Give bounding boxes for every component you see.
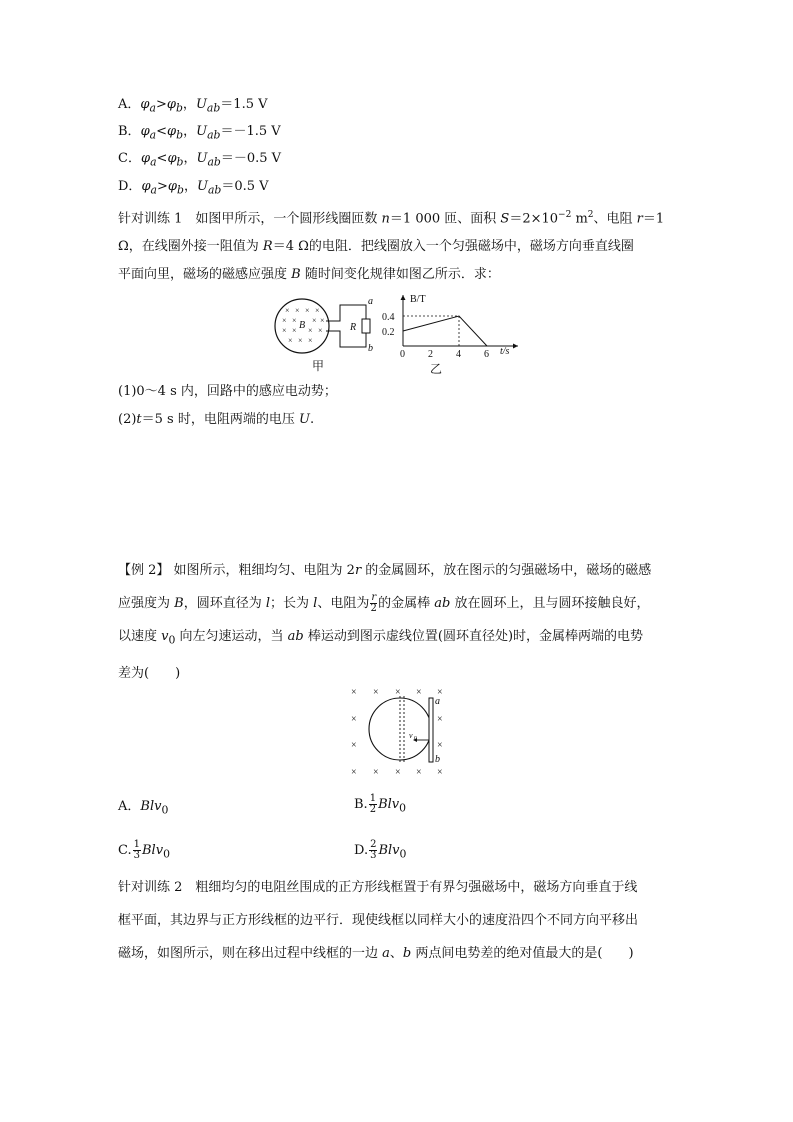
y-axis-arrow	[401, 295, 406, 300]
var-U: U	[299, 412, 310, 427]
phi-symbol: φ	[167, 179, 178, 194]
velocity-sub: 0	[414, 736, 417, 742]
text: ；长为	[270, 596, 314, 611]
exponent: 2	[587, 210, 594, 220]
terminal-b-label: b	[368, 343, 373, 354]
var-t: t	[136, 412, 142, 427]
option-value: ＝1.5 V	[220, 97, 268, 112]
sub-0: 0	[399, 847, 407, 861]
option-expr: Blv	[142, 843, 164, 858]
option-label: A．	[118, 799, 141, 814]
cross-mark: ×	[437, 740, 443, 751]
figure-yi-chart	[380, 290, 525, 378]
relation: >	[157, 179, 168, 194]
figure-caption: 乙	[430, 362, 443, 376]
sub-a: a	[150, 183, 158, 197]
cross-mark: ×	[282, 316, 287, 325]
sub-0: 0	[163, 847, 170, 861]
option-b	[118, 123, 281, 145]
text: 的金属棒	[378, 596, 435, 611]
option-b	[354, 794, 406, 818]
text: 框平面，其边界与正方形线框的边平行．现使线框以同样大小的速度沿四个不同方向平移出	[118, 913, 639, 928]
cross-mark: ×	[318, 326, 323, 335]
option-d	[354, 840, 406, 864]
u-sub: ab	[207, 183, 222, 197]
figure-jia	[270, 293, 385, 375]
cross-mark: ×	[395, 767, 401, 778]
fraction	[369, 840, 377, 861]
x-tick-labels	[400, 349, 489, 360]
cross-mark: ×	[308, 326, 313, 335]
u-sub: ab	[207, 155, 221, 169]
sub-b: b	[176, 128, 184, 142]
sub-question-1	[118, 383, 337, 401]
text: 应强度为	[118, 596, 175, 611]
text: 的金属圆环，放在图示的匀强磁场中，磁场的磁感	[361, 563, 652, 578]
option-a	[118, 96, 268, 118]
separator: ，	[183, 124, 197, 139]
sub-a: a	[149, 101, 156, 115]
var-ab: ab	[287, 629, 304, 644]
phi-symbol: φ	[167, 151, 177, 166]
option-d	[118, 178, 269, 200]
cross-mark: ×	[416, 687, 422, 698]
sub-question-2	[118, 411, 314, 429]
text: 磁场，如图所示，则在移出过程中线框的一边	[118, 946, 383, 961]
cross-mark: ×	[305, 306, 310, 315]
separator: ，	[183, 151, 197, 166]
sub-0: 0	[168, 633, 176, 647]
metal-rod	[429, 698, 433, 762]
option-label: B．	[118, 124, 141, 139]
x-axis-arrow	[513, 344, 518, 349]
cross-mark: ×	[351, 714, 357, 725]
cross-mark: ×	[308, 336, 313, 345]
separator: ，	[182, 97, 196, 112]
y-tick-label: 0.2	[382, 327, 395, 338]
sub-b: b	[175, 101, 183, 115]
option-c	[118, 840, 170, 864]
y-tick-label: 0.4	[382, 312, 395, 323]
option-a	[118, 798, 168, 820]
sub-a: a	[150, 155, 157, 169]
text: ＝1	[642, 211, 665, 227]
field-label: B	[299, 320, 306, 331]
var-b: b	[402, 946, 412, 961]
var-B: B	[174, 596, 184, 611]
y-axis-label: B/T	[410, 294, 426, 305]
terminal-a-label: a	[368, 296, 373, 307]
cross-mark: ×	[298, 336, 303, 345]
text: 差为( )	[118, 665, 181, 681]
text: 棒运动到图示虚线位置(圆环直径处)时，金属棒两端的电势	[303, 629, 644, 644]
text: 两点间电势差的绝对值最大的是( )	[411, 946, 634, 961]
u-symbol: U	[196, 124, 208, 139]
option-label: C.	[118, 843, 132, 858]
text: (1)0～4 s 内，回路中的感应电动势；	[118, 384, 337, 399]
y-tick-labels	[382, 312, 395, 338]
fraction	[369, 794, 377, 815]
var-l: l	[265, 596, 271, 611]
option-label: C．	[118, 151, 141, 166]
text: 、	[389, 946, 403, 961]
text: 放在圆环上，且与圆环接触良好，	[450, 596, 650, 611]
cross-mark: ×	[288, 336, 293, 345]
cross-mark: ×	[437, 714, 443, 725]
fraction	[370, 593, 377, 614]
fraction-numerator: 1	[369, 793, 377, 804]
phi-symbol: φ	[167, 124, 177, 139]
u-sub: ab	[207, 128, 221, 142]
example2-text	[118, 554, 678, 690]
var-ab: ab	[434, 596, 451, 611]
x-tick-label: 0	[400, 349, 405, 360]
cross-mark: ×	[292, 326, 297, 335]
text: .	[309, 412, 315, 427]
text: ＝5 s 时，电阻两端的电压	[141, 412, 299, 427]
var-v: v	[161, 629, 169, 644]
text: m	[571, 211, 588, 227]
u-sub: ab	[206, 101, 221, 115]
cross-mark: ×	[285, 306, 290, 315]
option-label: A．	[118, 97, 141, 112]
cross-mark: ×	[373, 687, 379, 698]
text: 、电阻	[593, 211, 637, 227]
phi-symbol: φ	[141, 179, 151, 194]
option-value: ＝－0.5 V	[220, 151, 282, 166]
resistor-label: R	[350, 322, 357, 333]
relation: >	[155, 97, 167, 112]
text: ，圆环直径为	[183, 596, 266, 611]
figure-ring	[345, 682, 455, 782]
text: 针对训练 2 粗细均匀的电阻丝围成的正方形线框置于有界匀强磁场中，磁场方向垂直于线	[118, 880, 638, 895]
var-s: S	[500, 211, 510, 227]
fraction-denominator: 2	[370, 603, 377, 614]
cross-mark: ×	[292, 316, 297, 325]
var-R: R	[262, 239, 273, 255]
fraction	[133, 840, 141, 861]
text: ＝2×10	[509, 211, 559, 227]
figure-caption: 甲	[312, 359, 325, 373]
u-symbol: U	[196, 179, 208, 194]
cross-mark: ×	[295, 306, 300, 315]
cross-mark: ×	[416, 767, 422, 778]
cross-mark: ×	[437, 687, 443, 698]
option-expr: Blv	[140, 799, 162, 814]
training2-text	[118, 871, 678, 970]
text: (2)	[118, 412, 137, 427]
var-l: l	[313, 596, 318, 611]
option-label: D．	[118, 179, 142, 194]
resistor	[362, 319, 370, 333]
option-value: ＝－1.5 V	[220, 124, 281, 139]
relation: <	[156, 151, 168, 166]
cross-mark: ×	[315, 306, 320, 315]
var-n: n	[381, 211, 390, 227]
text: 、电阻为	[317, 596, 370, 611]
rod-end-a-label: a	[435, 696, 440, 707]
exponent: −2	[558, 210, 572, 220]
text: 【例 2】 如图所示，粗细均匀、电阻为	[118, 563, 347, 578]
text: ＝4 Ω的电阻．把线圈放入一个匀强磁场中，磁场方向垂直线圈	[272, 239, 634, 255]
training1-text	[118, 201, 678, 289]
fraction-denominator: 3	[133, 850, 140, 861]
x-axis-label: t/s	[500, 346, 510, 357]
cross-mark: ×	[282, 326, 287, 335]
cross-mark: ×	[320, 316, 325, 325]
option-expr: Blv	[378, 843, 400, 858]
cross-mark: ×	[312, 316, 317, 325]
cross-mark: ×	[351, 740, 357, 751]
relation: <	[156, 124, 168, 139]
sub-0: 0	[399, 801, 407, 815]
var-B: B	[291, 267, 301, 283]
x-tick-label: 6	[484, 349, 489, 360]
text: 2	[346, 563, 355, 578]
option-label: D.	[354, 843, 369, 858]
fraction-numerator: 2	[370, 839, 377, 850]
fraction-numerator: r	[371, 592, 377, 603]
text: 针对训练 1 如图甲所示，一个圆形线圈匝数	[118, 211, 382, 227]
rod-end-b-label: b	[435, 754, 440, 765]
var-r: r	[636, 211, 643, 227]
text: 向左匀速运动，当	[175, 629, 288, 644]
sub-0: 0	[161, 803, 169, 817]
text: Ω，在线圈外接一阻值为	[118, 239, 263, 255]
sub-b: b	[176, 155, 184, 169]
fraction-denominator: 2	[369, 804, 377, 815]
u-symbol: U	[196, 151, 208, 166]
phi-symbol: φ	[166, 97, 176, 112]
cross-mark: ×	[351, 767, 357, 778]
cross-mark: ×	[351, 687, 357, 698]
phi-symbol: φ	[140, 151, 151, 166]
text: 平面向里，磁场的磁感应强度	[118, 267, 292, 283]
option-label: B.	[354, 797, 368, 812]
text: 随时间变化规律如图乙所示．求：	[300, 267, 500, 283]
circuit-wire	[326, 305, 366, 347]
phi-symbol: φ	[140, 97, 150, 112]
var-a: a	[382, 946, 390, 961]
var-r: r	[354, 563, 362, 578]
cross-mark: ×	[373, 767, 379, 778]
x-tick-label: 2	[428, 349, 433, 360]
separator: ，	[183, 179, 197, 194]
u-symbol: U	[195, 97, 207, 112]
sub-b: b	[177, 183, 184, 197]
text: ＝1 000 匝、面积	[389, 211, 501, 227]
text: 以速度	[118, 629, 162, 644]
series-line	[403, 316, 487, 346]
option-value: ＝0.5 V	[221, 179, 269, 194]
option-expr: Blv	[378, 797, 400, 812]
fraction-numerator: 1	[133, 839, 140, 850]
cross-mark: ×	[395, 687, 401, 698]
velocity-label: v	[409, 731, 413, 740]
sub-a: a	[149, 128, 157, 142]
cross-mark: ×	[437, 767, 443, 778]
phi-symbol: φ	[140, 124, 150, 139]
fraction-denominator: 3	[370, 850, 377, 861]
x-tick-label: 4	[456, 349, 461, 360]
option-c	[118, 150, 281, 172]
